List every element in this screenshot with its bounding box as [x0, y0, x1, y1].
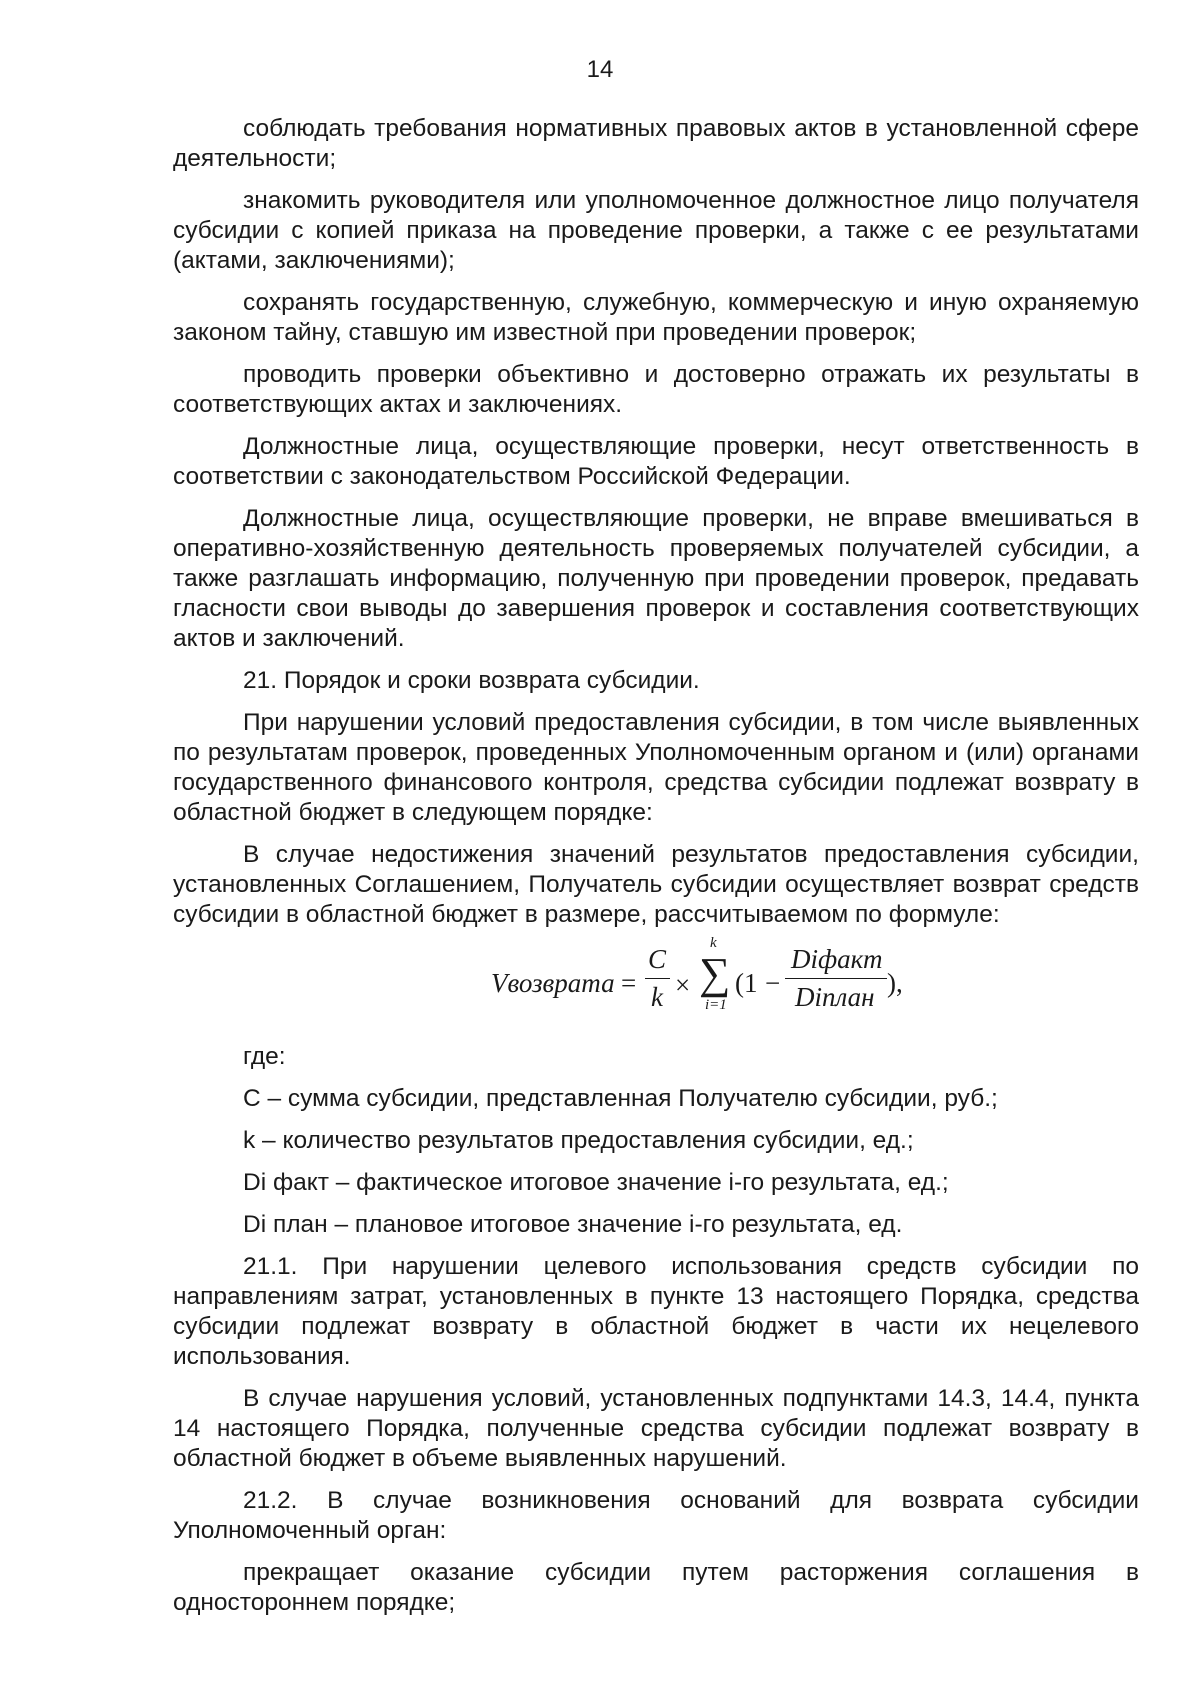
paragraph: 21.1. При нарушении целевого использования средств субсидии по направлениям затрат, установленных в пункте 13 настоящего Порядка, средства субсидии подлежат возврату в областной бюджет в части их нецелевого использования.: [173, 1253, 1139, 1370]
paragraph: сохранять государственную, служебную, коммерческую и иную охраняемую законом тайну, ставшую им известной при проведении проверок;: [173, 289, 1139, 346]
paragraph: где:: [243, 1043, 286, 1070]
formula-times: ×: [675, 970, 691, 1000]
formula-sum-upper: k: [710, 935, 717, 951]
formula-fraction-bar: [645, 978, 670, 979]
paragraph: знакомить руководителя или уполномоченное должностное лицо получателя субсидии с копией приказа на проведение проверки, а также с ее результатами (актами, заключениями);: [173, 187, 1139, 274]
formula-denominator-plan: Diплан: [795, 982, 875, 1012]
formula-open-paren: (1: [735, 968, 758, 998]
paragraph: 21.2. В случае возникновения оснований для возврата субсидии Уполномоченный орган:: [173, 1487, 1139, 1544]
paragraph: В случае недостижения значений результатов предоставления субсидии, установленных Соглашением, Получатель субсидии осуществляет возврат средств субсидии в областной бюджет в размере, рассчитываемом по формуле:: [173, 841, 1139, 928]
section-heading-21: 21. Порядок и сроки возврата субсидии.: [243, 667, 700, 694]
formula-lhs: Vвозврата: [491, 968, 615, 998]
paragraph: Должностные лица, осуществляющие проверки, не вправе вмешиваться в оперативно-хозяйственную деятельность проверяемых получателей субсидии, а также разглашать информацию, полученную при проведении проверок, предавать гласности свои выводы до завершения проверок и составления соответствующих актов и заключений.: [173, 505, 1139, 652]
paragraph: соблюдать требования нормативных правовых актов в установленной сфере деятельности;: [173, 115, 1139, 172]
return-formula: [173, 935, 1139, 1020]
legend-item: Di план – плановое итоговое значение i-го результата, ед.: [243, 1211, 903, 1238]
legend-item: C – сумма субсидии, представленная Получателю субсидии, руб.;: [243, 1085, 998, 1112]
legend-item: k – количество результатов предоставления субсидии, ед.;: [243, 1127, 914, 1154]
formula-denominator-k: k: [651, 982, 663, 1012]
formula-sigma: ∑: [699, 949, 731, 998]
page-number: 14: [586, 56, 614, 83]
formula-sum-lower: i=1: [705, 997, 727, 1013]
formula-numerator-fact: Diфакт: [791, 944, 883, 974]
formula-numerator-c: C: [648, 944, 667, 974]
formula-equals: =: [621, 968, 637, 998]
paragraph: Должностные лица, осуществляющие проверки, несут ответственность в соответствии с законодательством Российской Федерации.: [173, 433, 1139, 490]
formula-fraction-bar: [785, 978, 887, 979]
paragraph: В случае нарушения условий, установленных подпунктами 14.3, 14.4, пункта 14 настоящего Порядка, полученные средства субсидии подлежат возврату в областной бюджет в объеме выявленных нарушений.: [173, 1385, 1139, 1472]
formula-close-paren: ),: [887, 968, 903, 998]
paragraph: При нарушении условий предоставления субсидии, в том числе выявленных по результатам проверок, проведенных Уполномоченным органом и (или) органами государственного финансового контроля, средства субсидии подлежат возврату в областной бюджет в следующем порядке:: [173, 709, 1139, 826]
formula-minus: −: [765, 968, 781, 998]
document-body: [173, 114, 1139, 1630]
legend-item: Di факт – фактическое итоговое значение i-го результата, ед.;: [243, 1169, 949, 1196]
paragraph: проводить проверки объективно и достоверно отражать их результаты в соответствующих актах и заключениях.: [173, 361, 1139, 418]
paragraph: прекращает оказание субсидии путем расторжения соглашения в одностороннем порядке;: [173, 1559, 1139, 1616]
